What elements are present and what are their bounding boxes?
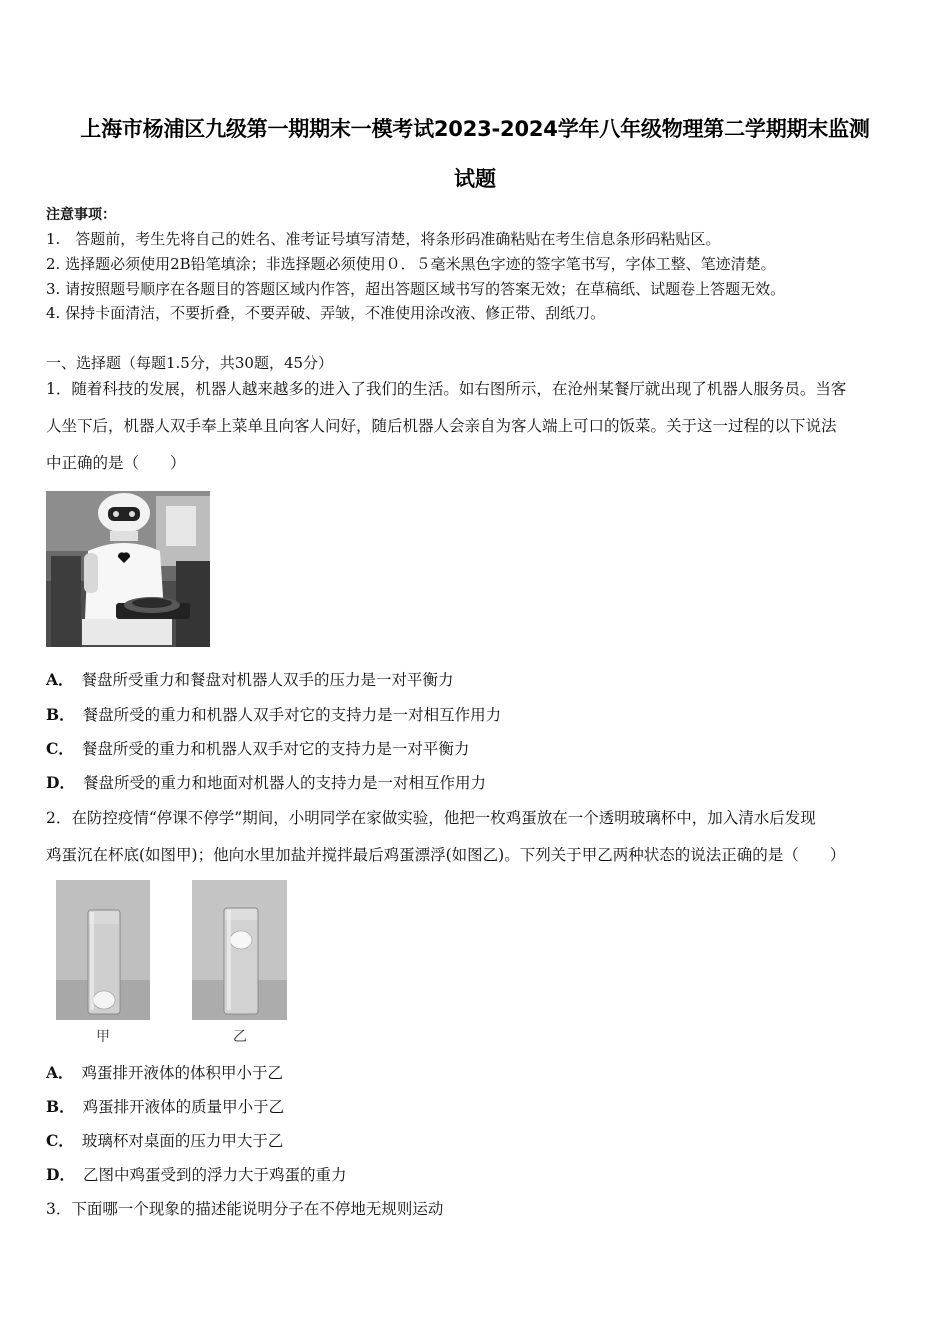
question-2-option-b: B． 鸡蛋排开液体的质量甲小于乙 [46, 1097, 285, 1116]
notice-item: 4. 保持卡面清洁，不要折叠，不要弄破、弄皱，不准使用涂改液、修正带、刮纸刀。 [46, 304, 606, 322]
exam-title-continued: 试题 [454, 167, 496, 191]
egg-sunk-photo [56, 880, 150, 1020]
notice-item: 3. 请按照题号顺序在各题目的答题区域内作答，超出答题区域书写的答案无效；在草稿纸、试题卷上答题无效。 [46, 280, 786, 298]
question-1-option-a: A． 餐盘所受重力和餐盘对机器人双手的压力是一对平衡力 [46, 670, 454, 689]
caption-jia: 甲 [96, 1029, 110, 1045]
question-2-option-d: D． 乙图中鸡蛋受到的浮力大于鸡蛋的重力 [46, 1165, 347, 1184]
question-2-option-a: A． 鸡蛋排开液体的体积甲小于乙 [46, 1063, 284, 1082]
question-2-stem-line: 鸡蛋沉在杯底(如图甲)；他向水里加盐并搅拌最后鸡蛋漂浮(如图乙)。下列关于甲乙两种状态的说法正确的是（ ） [46, 846, 846, 864]
question-1-option-b: B． 餐盘所受的重力和机器人双手对它的支持力是一对相互作用力 [46, 705, 502, 724]
egg-floating-photo [192, 880, 287, 1020]
notice-item: 2. 选择题必须使用2B铅笔填涂；非选择题必须使用０．５毫米黑色字迹的签字笔书写，字体工整、笔迹清楚。 [46, 255, 776, 273]
question-1-stem-line: 1．随着科技的发展，机器人越来越多的进入了我们的生活。如右图所示，在沧州某餐厅就出现了机器人服务员。当客 [46, 380, 847, 398]
notice-item: 1. 答题前，考生先将自己的姓名、准考证号填写清楚，将条形码准确粘贴在考生信息条形码粘贴区。 [46, 230, 721, 248]
question-3-stem: 3．下面哪一个现象的描述能说明分子在不停地无规则运动 [46, 1200, 444, 1218]
exam-title: 上海市杨浦区九级第一期期末一模考试2023-2024学年八年级物理第二学期期末监测 [80, 117, 870, 141]
caption-yi: 乙 [233, 1029, 247, 1045]
question-2-option-c: C． 玻璃杯对桌面的压力甲大于乙 [46, 1131, 284, 1150]
robot-waiter-photo [46, 491, 210, 647]
question-2-stem-line: 2．在防控疫情“停课不停学”期间，小明同学在家做实验，他把一枚鸡蛋放在一个透明玻璃杯中，加入清水后发现 [46, 809, 816, 827]
question-1-option-d: D． 餐盘所受的重力和地面对机器人的支持力是一对相互作用力 [46, 773, 486, 792]
question-1-stem-line: 人坐下后，机器人双手奉上菜单且向客人问好，随后机器人会亲自为客人端上可口的饭菜。关于这一过程的以下说法 [46, 417, 837, 435]
section-heading: 一、选择题（每题1.5分，共30题，45分） [46, 354, 334, 372]
question-1-option-c: C． 餐盘所受的重力和机器人双手对它的支持力是一对平衡力 [46, 739, 470, 758]
notice-heading: 注意事项： [46, 207, 116, 223]
question-1-stem-line: 中正确的是（ ） [46, 454, 186, 472]
